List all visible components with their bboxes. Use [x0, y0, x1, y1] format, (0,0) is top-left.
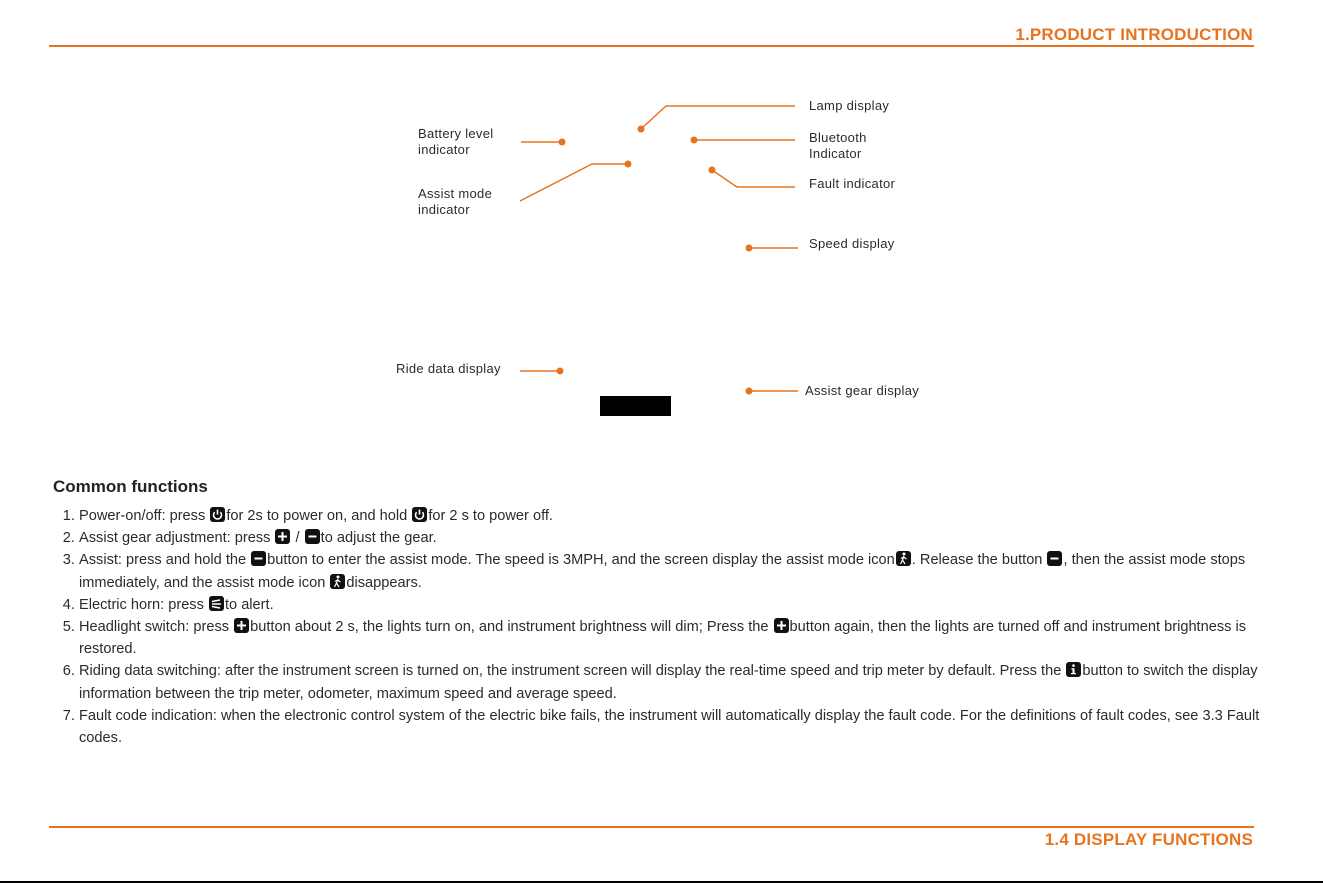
callout-dot-fault	[709, 167, 716, 174]
callout-dot-battery	[559, 139, 566, 146]
item-text: Assist: press and hold the	[79, 552, 251, 569]
item-text: Assist gear adjustment: press	[79, 530, 275, 547]
plus-icon	[275, 529, 290, 544]
item-text: button about 2 s, the lights turn on, and instrument brightness will dim; Press the	[250, 619, 773, 636]
item-text: to alert.	[224, 596, 274, 613]
item-text: /	[291, 530, 304, 547]
callout-lines	[0, 0, 1323, 440]
power-icon	[412, 507, 427, 522]
item-text: for 2s to power on, and hold	[226, 508, 412, 524]
label-assist-mode-indicator: Assist mode indicator	[418, 186, 493, 217]
item-text: Fault code indication: when the electronic control system of the electric bike fails, the instrument will automatically display the fault code. For the definitions of fault codes, see 3.3 Fault codes.	[79, 707, 1260, 747]
plus-icon	[774, 618, 789, 633]
label-assist-gear-display: Assist gear display	[805, 383, 920, 398]
header-section-title: 1.PRODUCT INTRODUCTION	[1015, 25, 1253, 44]
callout-lamp	[641, 106, 795, 129]
horn-icon	[209, 596, 224, 611]
list-item	[79, 616, 1289, 660]
item-text: for 2 s to power off.	[428, 508, 553, 524]
callout-dot-bluetooth	[691, 137, 698, 144]
footer-section-title: 1.4 DISPLAY FUNCTIONS	[1044, 830, 1253, 849]
item-text: Power-on/off: press	[79, 508, 210, 524]
power-icon	[210, 507, 225, 522]
item-text: button again, then the lights are turned off and instrument brightness is restored.	[79, 619, 1247, 658]
label-speed-display: Speed display	[809, 236, 895, 251]
redaction-bar	[600, 396, 671, 416]
walk-assist-icon	[330, 574, 345, 589]
minus-icon	[305, 529, 320, 544]
callout-dot-assist-mode	[625, 161, 632, 168]
minus-icon	[251, 551, 266, 566]
label-lamp-display: Lamp display	[809, 98, 890, 113]
footer-rule	[49, 826, 1254, 828]
item-text: disappears.	[346, 574, 422, 591]
item-text: Riding data switching: after the instrument screen is turned on, the instrument screen will display the real-time speed and trip meter by default. Press the	[79, 663, 1066, 680]
callout-dot-assist-gear	[746, 388, 753, 395]
item-text: button to enter the assist mode. The speed is 3MPH, and the screen display the assist mode icon	[267, 552, 895, 569]
item-text: Headlight switch: press	[79, 619, 234, 636]
functions-list	[57, 505, 1289, 749]
item-text: Electric horn: press	[79, 596, 208, 613]
item-text: , then the assist mode stops immediately, and the assist mode icon	[79, 552, 1246, 591]
callout-dot-ride-data	[557, 368, 564, 375]
label-bluetooth-indicator: Bluetooth Indicator	[809, 130, 867, 161]
walk-assist-icon	[896, 551, 911, 566]
callout-assist-mode	[520, 164, 628, 201]
list-item	[79, 705, 1289, 749]
info-icon	[1066, 662, 1081, 677]
display-diagram	[0, 0, 1323, 440]
list-item	[79, 594, 1289, 616]
label-ride-data-display: Ride data display	[396, 361, 501, 376]
minus-icon	[1047, 551, 1062, 566]
label-battery-level-indicator: Battery level indicator	[418, 126, 494, 157]
callout-dot-speed	[746, 245, 753, 252]
item-text: button to switch the display information between the trip meter, odometer, maximum speed and average speed.	[79, 663, 1258, 702]
list-item	[79, 505, 1289, 527]
list-item	[79, 527, 1289, 549]
item-text: to adjust the gear.	[320, 530, 437, 547]
label-fault-indicator: Fault indicator	[809, 176, 896, 191]
list-item	[79, 549, 1289, 593]
item-text: . Release the button	[911, 552, 1047, 569]
plus-icon	[234, 618, 249, 633]
callout-fault	[712, 170, 795, 187]
section-title-common-functions: Common functions	[53, 477, 208, 496]
list-item	[79, 660, 1289, 704]
callout-dot-lamp	[638, 126, 645, 133]
